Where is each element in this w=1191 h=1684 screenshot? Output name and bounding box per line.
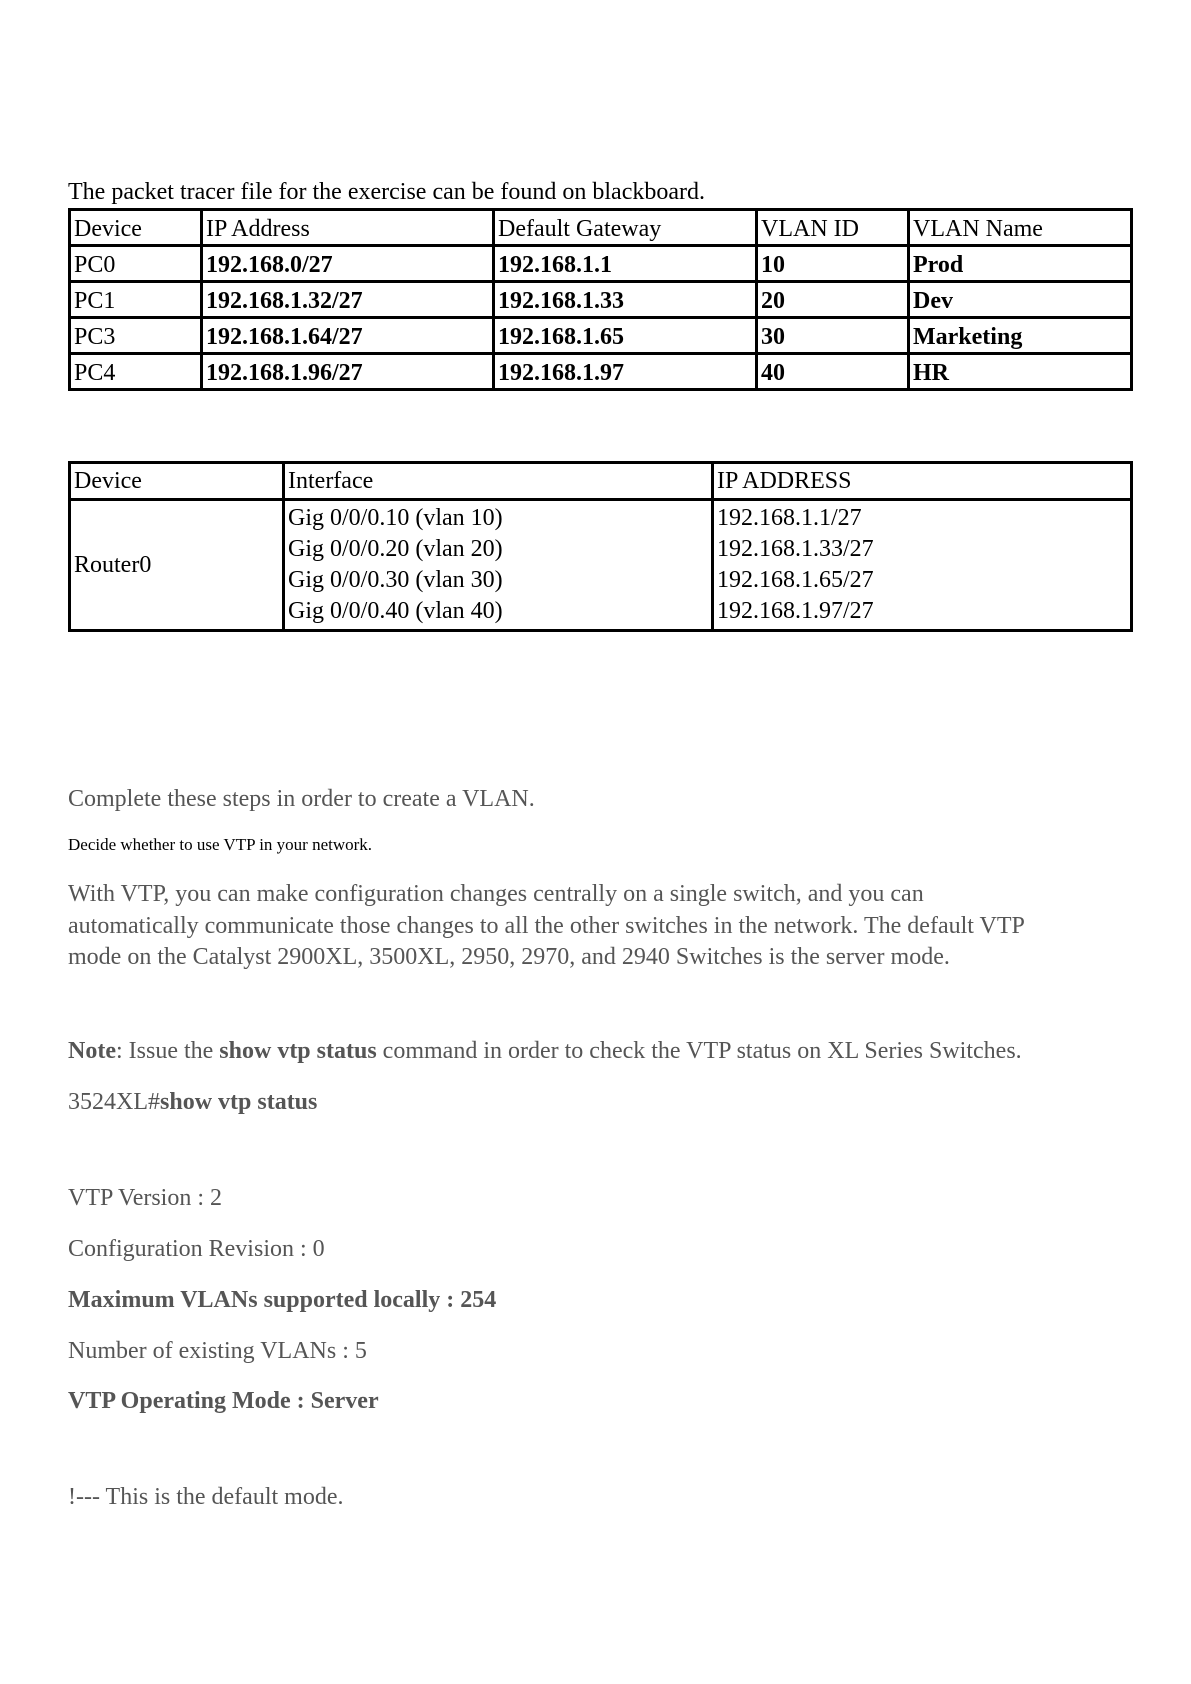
- header-cell: IP Address: [202, 210, 494, 246]
- intro-text: The packet tracer file for the exercise can be found on blackboard.: [68, 179, 706, 205]
- interface-line: Gig 0/0/0.40 (vlan 40): [288, 598, 503, 624]
- table-header-row: [70, 463, 1132, 500]
- table-row: [70, 354, 1132, 390]
- gateway-cell: 192.168.1.33: [494, 282, 757, 318]
- note-command: show vtp status: [219, 1038, 377, 1064]
- ip-address-line: 192.168.1.65/27: [717, 567, 874, 593]
- ip-address-line: 192.168.1.97/27: [717, 598, 874, 624]
- ip-address-cell: 192.168.0/27: [202, 246, 494, 282]
- note-paragraph: [68, 1036, 1022, 1068]
- interface-line: Gig 0/0/0.20 (vlan 20): [288, 536, 503, 562]
- table-row: [70, 318, 1132, 354]
- config-revision-line: Configuration Revision : 0: [68, 1236, 325, 1262]
- prompt-command: show vtp status: [160, 1089, 318, 1115]
- gateway-cell: 192.168.1.65: [494, 318, 757, 354]
- max-vlans-line: Maximum VLANs supported locally : 254: [68, 1287, 497, 1313]
- ip-address-cell: [713, 500, 1132, 631]
- paragraph-line: automatically communicate those changes to all the other switches in the network. The default VTP: [68, 912, 1025, 939]
- header-cell: Device: [70, 210, 202, 246]
- device-cell: PC4: [70, 354, 202, 390]
- vlan-name-cell: HR: [909, 354, 1132, 390]
- ip-address-cell: 192.168.1.96/27: [202, 354, 494, 390]
- gateway-cell: 192.168.1.1: [494, 246, 757, 282]
- vlan-id-cell: 10: [757, 246, 909, 282]
- vlan-id-cell: 40: [757, 354, 909, 390]
- table-row: [70, 282, 1132, 318]
- note-label: Note: [68, 1038, 116, 1064]
- router-interface-table: [68, 461, 1133, 632]
- ip-address-line: 192.168.1.33/27: [717, 536, 874, 562]
- interface-cell: [284, 500, 713, 631]
- gateway-cell: 192.168.1.97: [494, 354, 757, 390]
- device-cell: PC3: [70, 318, 202, 354]
- note-text: command in order to check the VTP status on XL Series Switches.: [376, 1038, 1022, 1064]
- pc-vlan-table: [68, 208, 1133, 391]
- step-1-text: Decide whether to use VTP in your network.: [68, 835, 373, 854]
- header-cell: Interface: [284, 463, 713, 500]
- header-cell: Device: [70, 463, 284, 500]
- header-cell: VLAN Name: [909, 210, 1132, 246]
- vlan-id-cell: 20: [757, 282, 909, 318]
- table-header-row: [70, 210, 1132, 246]
- header-cell: VLAN ID: [757, 210, 909, 246]
- paragraph-line: mode on the Catalyst 2900XL, 3500XL, 2950, 2970, and 2940 Switches is the server mode.: [68, 944, 950, 970]
- vlan-id-cell: 30: [757, 318, 909, 354]
- note-text: : Issue the: [115, 1038, 220, 1064]
- device-cell: PC1: [70, 282, 202, 318]
- device-cell: Router0: [70, 500, 284, 631]
- vtp-version-line: VTP Version : 2: [68, 1185, 223, 1211]
- vlan-name-cell: Prod: [909, 246, 1132, 282]
- existing-vlans-line: Number of existing VLANs : 5: [68, 1338, 367, 1364]
- vtp-paragraph: [68, 879, 1025, 974]
- command-prompt: [68, 1087, 317, 1119]
- device-cell: PC0: [70, 246, 202, 282]
- interface-line: Gig 0/0/0.10 (vlan 10): [288, 505, 503, 531]
- table-row: [70, 246, 1132, 282]
- header-cell: IP ADDRESS: [713, 463, 1132, 500]
- ip-address-cell: 192.168.1.32/27: [202, 282, 494, 318]
- default-mode-comment: !--- This is the default mode.: [68, 1484, 344, 1510]
- header-cell: Default Gateway: [494, 210, 757, 246]
- ip-address-line: 192.168.1.1/27: [717, 505, 862, 531]
- vlan-name-cell: Marketing: [909, 318, 1132, 354]
- paragraph-line: With VTP, you can make configuration changes centrally on a single switch, and you can: [68, 881, 924, 907]
- table-row: [70, 500, 1132, 631]
- vlan-name-cell: Dev: [909, 282, 1132, 318]
- steps-heading: Complete these steps in order to create a VLAN.: [68, 786, 535, 812]
- operating-mode-line: VTP Operating Mode : Server: [68, 1388, 379, 1414]
- prompt-host: 3524XL#: [68, 1089, 160, 1115]
- interface-line: Gig 0/0/0.30 (vlan 30): [288, 567, 503, 593]
- ip-address-cell: 192.168.1.64/27: [202, 318, 494, 354]
